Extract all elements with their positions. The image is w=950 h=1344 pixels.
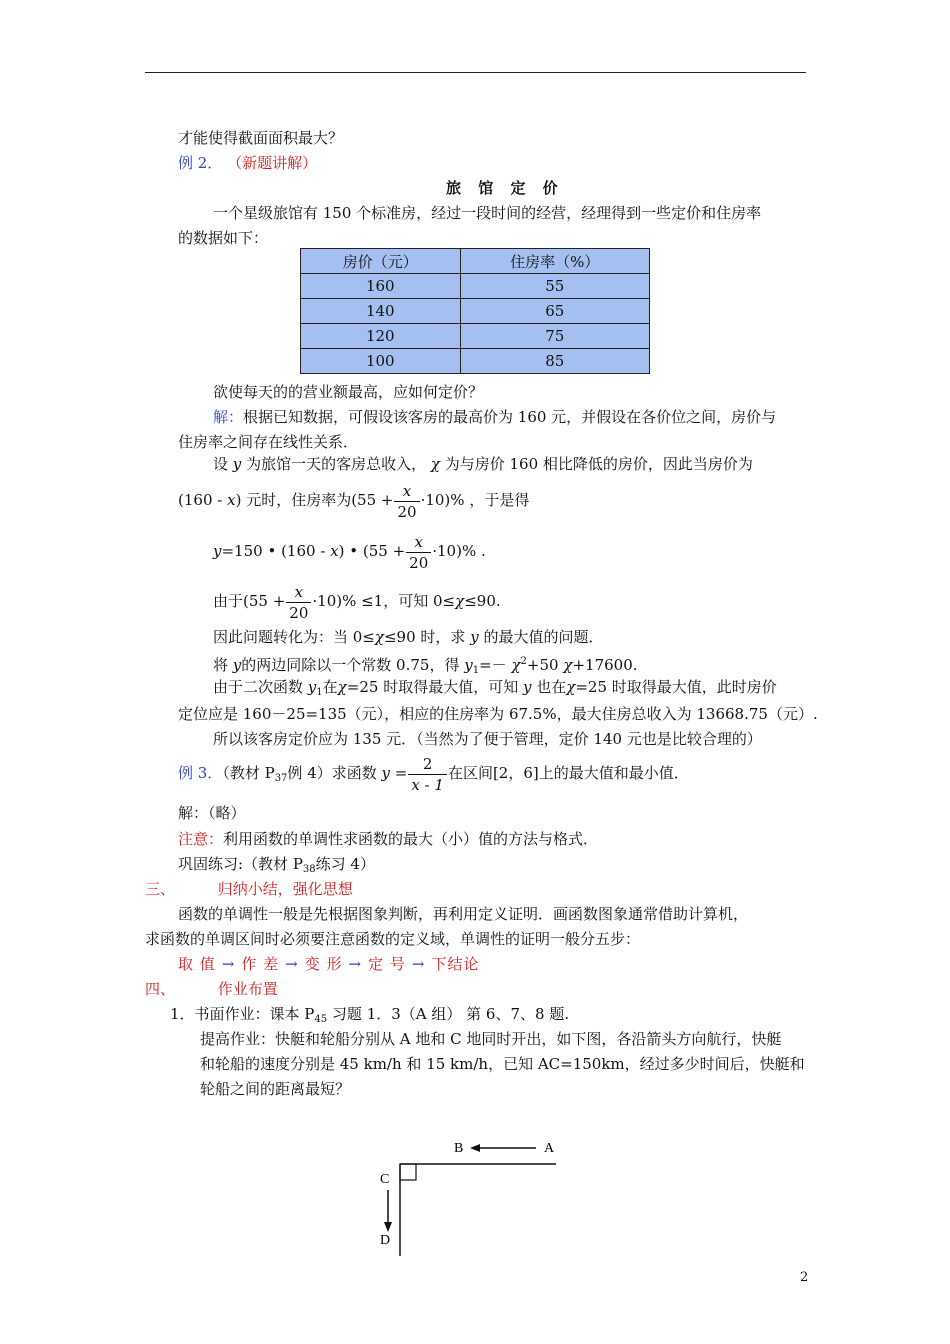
math-var: χ [563, 656, 573, 674]
arrow-left-icon [470, 1144, 480, 1152]
text: 由于二次函数 [213, 678, 304, 696]
solution-line: 住房率之间存在线性关系． [178, 433, 359, 451]
text: 练习 4） [315, 855, 375, 873]
boat-diagram [370, 1128, 570, 1260]
section-3-heading [145, 879, 353, 899]
fraction [408, 754, 447, 795]
question-line: 欲使每天的的营业额最高，应如何定价？ [213, 383, 484, 401]
flow-step: 作 差 [241, 955, 280, 973]
text: 习题 1．3（A 组） 第 6、7、8 题. [331, 1005, 570, 1023]
note-label: 注意： [178, 830, 224, 848]
section-number: 四、 [145, 980, 176, 998]
homework-line: 提高作业：快艇和轮船分别从 A 地和 C 地同时开出，如下图，各沿箭头方向航行，快艇 [200, 1030, 782, 1048]
solution-line [213, 407, 776, 427]
math-text: +50 [526, 656, 559, 674]
table-cell: 120 [301, 324, 461, 349]
text: （教材 P [222, 764, 275, 782]
arrow-right-icon: → [285, 955, 299, 973]
label-c: C [380, 1172, 390, 1187]
paragraph-line: 函数的单调性一般是先根据图象判断，再利用定义证明．画函数图象通常借助计算机， [178, 905, 749, 923]
text: 巩固练习:（教材 P [178, 855, 303, 873]
math-text: y = [381, 764, 408, 782]
math-var: y [522, 678, 532, 696]
arrow-right-icon: → [411, 955, 426, 973]
text: 的最大值的问题． [483, 628, 604, 646]
text: 在 [322, 678, 338, 696]
superscript: 2 [520, 656, 527, 667]
math-text: ·10)% ≤1，可知 0≤ [312, 592, 456, 610]
example-2-heading [178, 153, 317, 173]
text-line: 所以该客房定价应为 135 元．（当然为了便于管理，定价 140 元也是比较合理的） [213, 730, 762, 748]
text: 在区间[2，6]上的最大值和最小值． [447, 764, 689, 782]
text: 将 [213, 656, 229, 674]
text: 由于 [213, 592, 244, 610]
math-var: χ [511, 656, 521, 674]
equation-line [213, 530, 486, 573]
text: 1．书面作业：课本 P [170, 1005, 315, 1023]
text: 的两边同除以一个常数 0.75，得 [241, 656, 460, 674]
arrow-down-icon [384, 1222, 392, 1232]
text: ) 元时，住房率为 [235, 491, 352, 509]
example-label: 例 3． [178, 764, 223, 782]
note-line [178, 829, 598, 849]
math-var: x [330, 542, 339, 560]
math-var: x [227, 491, 236, 509]
paragraph-line: 求函数的单调区间时必须要注意函数的定义域，单调性的证明一般分五步： [145, 930, 641, 948]
fraction [406, 532, 431, 573]
paragraph-line: 一个星级旅馆有 150 个标准房，经过一段时间的经营，经理得到一些定价和住房率 [213, 204, 762, 222]
label-d: D [380, 1233, 391, 1248]
text: 为与房价 160 相比降低的房价，因此当房价为 [444, 455, 753, 473]
table-cell: 160 [301, 274, 461, 299]
math-text: (55 + [243, 592, 286, 610]
table-cell: 55 [460, 274, 649, 299]
text-line: 才能使得截面面积最大？ [178, 129, 344, 147]
text-line: 解：（略） [178, 804, 246, 822]
section-title: 旅 馆 定 价 [446, 179, 564, 197]
math-text: +17600. [572, 656, 638, 674]
math-var: χ [337, 678, 347, 696]
example-label: 例 2． [178, 154, 223, 172]
text-line [213, 627, 603, 647]
table-cell: 85 [460, 349, 649, 374]
fraction-numerator: x [406, 532, 431, 553]
math-var: χ [430, 455, 440, 473]
practice-line [178, 854, 375, 880]
table-cell: 140 [301, 299, 461, 324]
page-number: 2 [800, 1270, 809, 1285]
setup-line [213, 454, 753, 474]
table-row [301, 349, 650, 374]
text: 例 4）求函数 [287, 764, 377, 782]
arrow-right-icon: → [348, 955, 363, 973]
text: 设 [213, 455, 229, 473]
table-cell: 65 [460, 299, 649, 324]
homework-line: 轮船之间的距离最短？ [200, 1080, 351, 1098]
text: 也在 [536, 678, 567, 696]
solution-label: 解： [213, 408, 244, 426]
table-cell: 75 [460, 324, 649, 349]
section-title: 作业布置 [217, 980, 278, 998]
text: ，于是得 [469, 491, 530, 509]
homework-line [170, 1004, 569, 1030]
text: =25 时取得最大值，可知 [346, 678, 519, 696]
fraction-numerator: x [394, 481, 419, 502]
note-text: 利用函数的单调性求函数的最大（小）值的方法与格式． [223, 830, 599, 848]
text: =25 时取得最大值，此时房价 [575, 678, 777, 696]
math-text: (55 + [351, 491, 394, 509]
fraction [286, 582, 311, 623]
steps-flow [178, 954, 479, 974]
math-var: χ [374, 628, 384, 646]
text: ≤90 时，求 [383, 628, 466, 646]
flow-step: 下结论 [431, 955, 480, 973]
equation-line [213, 580, 501, 623]
fraction-numerator: 2 [408, 754, 447, 775]
math-text: =150 • (160 - [221, 542, 326, 560]
math-var: y [232, 455, 242, 473]
label-a: A [544, 1141, 555, 1156]
subscript: 1 [472, 665, 480, 676]
text-line: 定位应是 160－25=135（元），相应的住房率为 67.5%，最大住房总收入为 13668.75（元）. [178, 705, 818, 723]
example-note: （新题讲解） [227, 154, 318, 172]
subscript: 45 [314, 1014, 328, 1025]
homework-line: 和轮船的速度分别是 45 km/h 和 15 km/h，已知 AC=150km，经过多少时间后，快艇和 [200, 1055, 805, 1073]
text: 因此问题转化为：当 0≤ [213, 628, 375, 646]
fraction-denominator: x - 1 [411, 775, 444, 794]
label-b: B [454, 1141, 464, 1156]
section-number: 三、 [145, 880, 176, 898]
subscript: 38 [302, 864, 316, 875]
math-var: y [470, 628, 479, 646]
table-header: 房价（元） [301, 249, 461, 274]
text: (160 - [178, 491, 223, 509]
math-text: ≤90. [464, 592, 501, 610]
fraction-denominator: 20 [289, 603, 309, 622]
text: 为旅馆一天的客房总收入， [246, 455, 427, 473]
math-text: ·10)% . [432, 542, 486, 560]
math-var: χ [566, 678, 576, 696]
fraction-numerator: x [286, 582, 311, 603]
section-title: 归纳小结，强化思想 [217, 880, 353, 898]
math-var: y [232, 656, 242, 674]
fraction-denominator: 20 [409, 553, 429, 572]
example-3-line [178, 752, 689, 800]
math-text: ) • (55 + [338, 542, 406, 560]
math-var: y [213, 542, 222, 560]
arrow-right-icon: → [221, 955, 236, 973]
math-text: ·10)% [420, 491, 465, 509]
paragraph-line: 的数据如下： [178, 229, 269, 247]
section-4-heading [145, 979, 278, 999]
table-row [301, 324, 650, 349]
table-cell: 100 [301, 349, 461, 374]
math-var: χ [455, 592, 465, 610]
right-angle-mark [400, 1164, 416, 1180]
fraction-denominator: 20 [397, 502, 417, 521]
math-var: y [307, 678, 317, 696]
header-rule [145, 72, 806, 73]
math-var: y [464, 656, 473, 674]
equation-line [178, 479, 529, 522]
pricing-table [300, 248, 650, 374]
flow-step: 变 形 [304, 955, 343, 973]
subscript: 1 [316, 687, 323, 698]
math-text: =－ [479, 656, 507, 674]
solution-text: 根据已知数据，可假设该客房的最高价为 160 元，并假设在各价位之间，房价与 [243, 408, 777, 426]
table-header: 住房率（%） [460, 249, 649, 274]
table-row [301, 274, 650, 299]
table-row [301, 299, 650, 324]
flow-step: 定 号 [368, 955, 406, 973]
flow-step: 取 值 [178, 955, 216, 973]
subscript: 37 [274, 773, 288, 784]
text-line [213, 677, 777, 703]
fraction [394, 481, 419, 522]
table-header-row [301, 249, 650, 274]
